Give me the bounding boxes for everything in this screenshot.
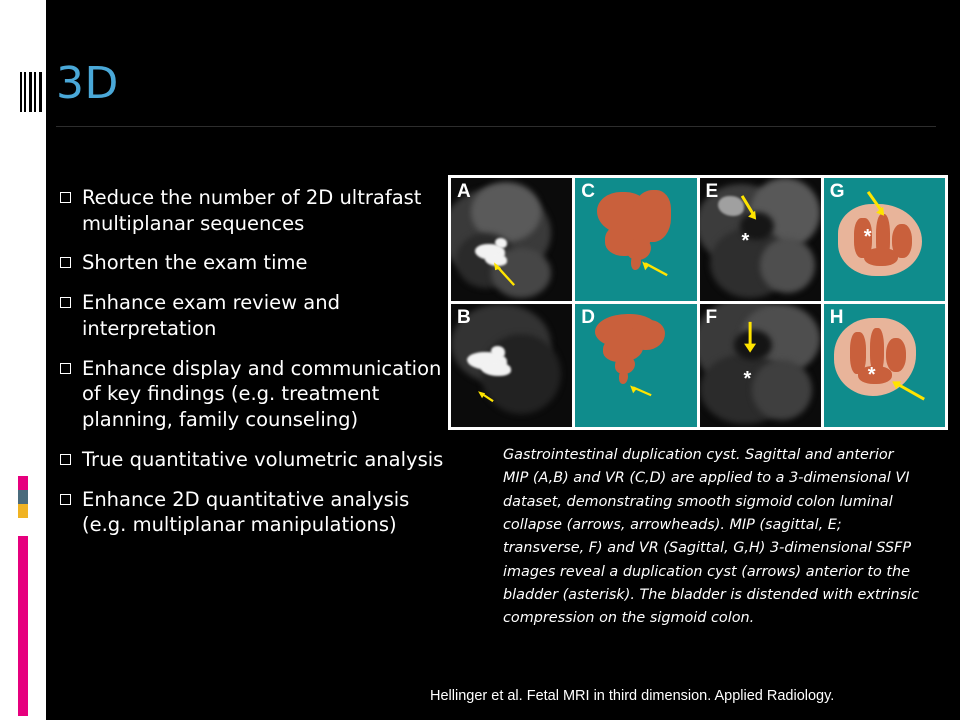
bullet-marker-icon bbox=[60, 257, 71, 268]
panel-label: C bbox=[581, 181, 595, 202]
figure-caption: Gastrointestinal duplication cyst. Sagittal and anterior MIP (A,B) and VR (C,D) are applied to a 3-dimensional VI dataset, demonstrating smooth sigmoid colon luminal collapse (arrows, arrowheads). MIP (sagittal, E; transverse, F) and VR (Sagittal, G,H) 3-dimensional SSFP images reveal a duplication cyst (arrows) anterior to the bladder (asterisk). The bladder is distended with extrinsic compression on the sigmoid colon. bbox=[503, 447, 919, 627]
bullet-text: Reduce the number of 2D ultrafast multiplanar sequences bbox=[82, 186, 422, 235]
rail-barcode-icon bbox=[18, 72, 42, 112]
color-swatch-strip bbox=[18, 476, 28, 532]
bullet-text: Enhance display and communication of key findings (e.g. treatment planning, family counseling) bbox=[82, 356, 442, 432]
bullet-marker-icon bbox=[60, 363, 71, 374]
list-item bbox=[60, 290, 450, 341]
list-item bbox=[60, 356, 450, 433]
swatch-pink bbox=[18, 476, 28, 490]
figure-panel-grid bbox=[451, 178, 945, 427]
swatch-slate bbox=[18, 490, 28, 504]
page-title: 3D bbox=[56, 58, 119, 109]
panel-label: E bbox=[705, 181, 719, 202]
figure-panel-b bbox=[451, 304, 572, 427]
swatch-yellow bbox=[18, 504, 28, 518]
figure-panel-f bbox=[700, 304, 821, 427]
figure-panel-g bbox=[824, 178, 945, 301]
panel-label: B bbox=[457, 307, 471, 328]
panel-label: D bbox=[581, 307, 595, 328]
panel-label: H bbox=[829, 307, 844, 328]
bullet-marker-icon bbox=[60, 192, 71, 203]
figure-panel-h bbox=[824, 304, 945, 427]
pink-accent-bar bbox=[18, 536, 28, 716]
figure-image bbox=[448, 175, 948, 430]
bullet-text: Shorten the exam time bbox=[82, 251, 308, 275]
title-divider bbox=[56, 126, 936, 127]
asterisk-marker: * bbox=[743, 368, 752, 390]
figure-panel-e bbox=[700, 178, 821, 301]
figure-panel-c bbox=[575, 178, 696, 301]
bullet-text: True quantitative volumetric analysis bbox=[82, 447, 444, 471]
source-citation: Hellinger et al. Fetal MRI in third dimension. Applied Radiology. bbox=[430, 688, 835, 704]
bullet-text: Enhance exam review and interpretation bbox=[82, 291, 340, 340]
swatch-white bbox=[18, 518, 28, 532]
panel-label: A bbox=[457, 181, 471, 202]
panel-label: G bbox=[829, 181, 845, 202]
list-item bbox=[60, 250, 450, 276]
asterisk-marker: * bbox=[863, 226, 872, 248]
bullet-marker-icon bbox=[60, 297, 71, 308]
panel-label: F bbox=[705, 307, 718, 328]
figure-panel-a bbox=[451, 178, 572, 301]
list-item bbox=[60, 447, 450, 473]
figure-panel-d bbox=[575, 304, 696, 427]
bullet-list bbox=[60, 185, 450, 552]
bullet-text: Enhance 2D quantitative analysis (e.g. multiplanar manipulations) bbox=[82, 487, 410, 537]
asterisk-marker: * bbox=[867, 364, 876, 386]
bullet-marker-icon bbox=[60, 454, 71, 465]
list-item bbox=[60, 487, 450, 538]
asterisk-marker: * bbox=[741, 230, 750, 252]
bullet-marker-icon bbox=[60, 494, 71, 505]
list-item bbox=[60, 185, 450, 236]
